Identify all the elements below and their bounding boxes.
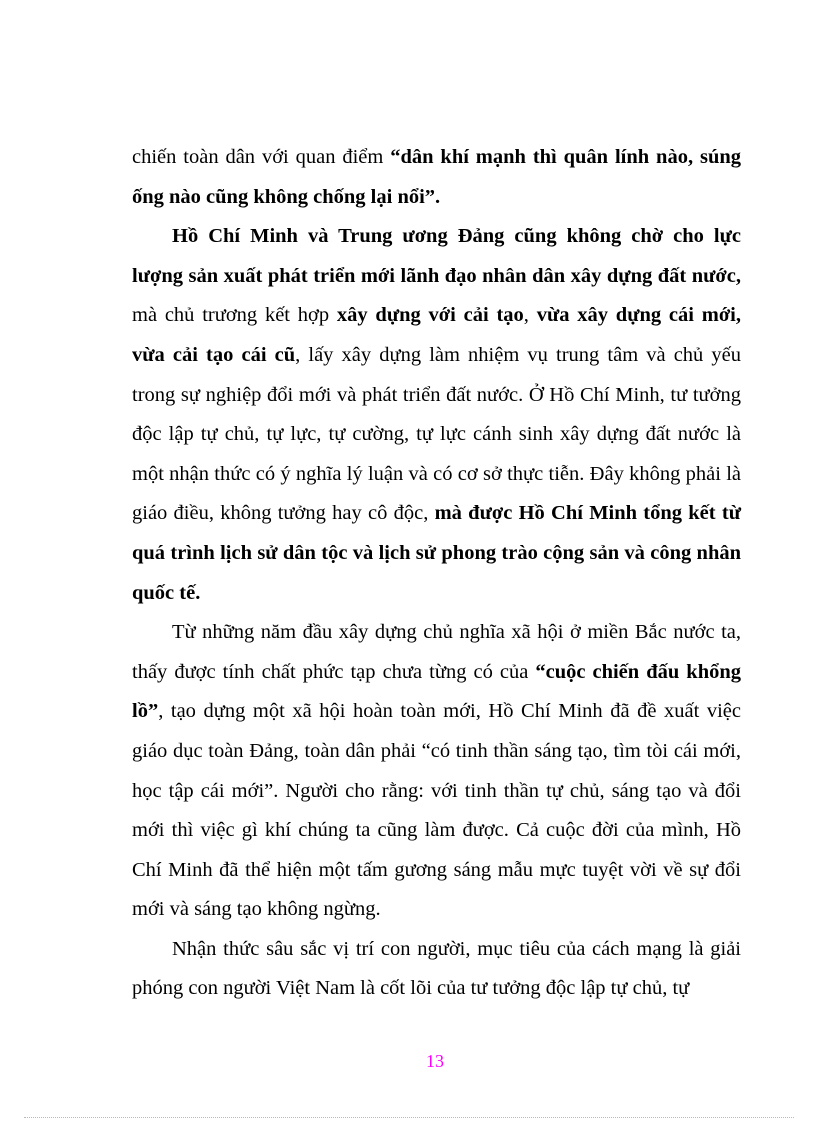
- text-run: mà chủ trương kết hợp: [132, 304, 337, 327]
- bold-text-run: vừa xây dựng cái mới, vừa cải tạo cái cũ: [132, 304, 741, 366]
- text-run: Từ những năm đầu xây dựng chủ nghĩa xã hội ở miền Bắc nước ta, thấy được tính chất phức tạp chưa từng có của: [132, 621, 741, 683]
- paragraph-3: [132, 613, 741, 930]
- bold-text-run: xây dựng với cải tạo: [336, 304, 524, 327]
- text-run: Nhận thức sâu sắc vị trí con người, mục tiêu của cách mạng là giải phóng con người Việt Nam là cốt lõi của tư tưởng độc lập tự chủ, tự: [132, 937, 741, 1000]
- bold-text-run: “cuộc chiến đấu khổng lồ”: [132, 660, 741, 723]
- document-body: [132, 138, 741, 1009]
- bold-text-run: “dân khí mạnh thì quân lính nào, súng ống nào cũng không chống lại nổi”.: [132, 146, 741, 208]
- text-run: , tạo dựng một xã hội hoàn toàn mới, Hồ Chí Minh đã đề xuất việc giáo dục toàn Đảng, toàn dân phải “có tinh thần sáng tạo, tìm tòi cái mới, học tập cái mới”. Người cho rằng: với tinh thần tự chủ, sáng tạo và đổi mới thì việc gì khí chúng ta cũng làm được. Cả cuộc đời của mình, Hồ Chí Minh đã thể hiện một tấm gương sáng mẫu mực tuyệt vời về sự đổi mới và sáng tạo không ngừng.: [132, 700, 741, 921]
- page-bottom-divider: [24, 1117, 794, 1118]
- paragraph-4: [132, 930, 741, 1009]
- paragraph-1: [132, 138, 741, 217]
- text-run: ,: [523, 304, 537, 327]
- bold-text-run: Hồ Chí Minh và Trung ương Đảng cũng không chờ cho lực lượng sản xuất phát triển mới lãnh đạo nhân dân xây dựng đất nước,: [132, 225, 741, 287]
- page-number: 13: [426, 1051, 444, 1071]
- text-run: chiến toàn dân với quan điểm: [132, 146, 391, 168]
- text-run: , lấy xây dựng làm nhiệm vụ trung tâm và chủ yếu trong sự nghiệp đổi mới và phát triển đất nước. Ở Hồ Chí Minh, tư tưởng độc lập tự chủ, tự lực, tự cường, tự lực cánh sinh xây dựng đất nước là một nhận thức có ý nghĩa lý luận và có cơ sở thực tiễn. Đây không phải là giáo điều, không tưởng hay cô độc,: [132, 343, 742, 525]
- bold-text-run: mà được Hồ Chí Minh tổng kết từ quá trình lịch sử dân tộc và lịch sử phong trào cộng sản và công nhân quốc tế.: [132, 502, 741, 604]
- paragraph-2: [132, 217, 741, 613]
